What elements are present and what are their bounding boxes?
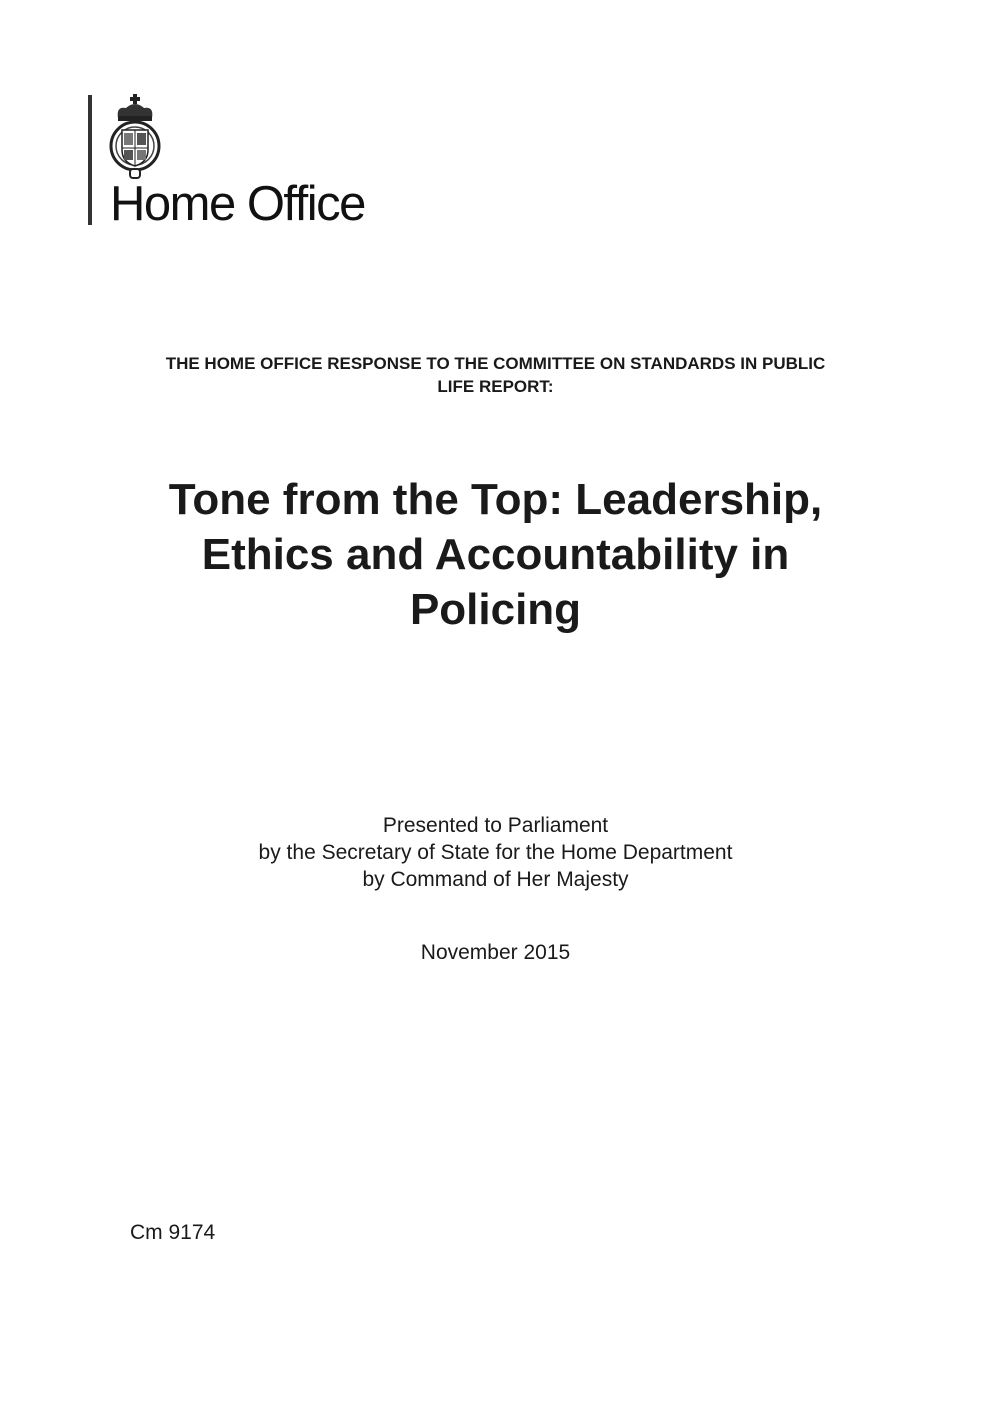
subtitle-line: THE HOME OFFICE RESPONSE TO THE COMMITTEE ON STANDARDS IN PUBLIC bbox=[165, 354, 826, 373]
title-line: Tone from the Top: Leadership, bbox=[168, 475, 823, 524]
logo-divider-bar bbox=[88, 95, 92, 225]
presentation-line: Presented to Parliament bbox=[382, 814, 609, 837]
subtitle-line: LIFE REPORT: bbox=[437, 377, 554, 396]
title-line: Ethics and Accountability in bbox=[201, 530, 790, 579]
presentation-statement bbox=[0, 812, 991, 893]
report-subtitle bbox=[0, 352, 991, 398]
title-line: Policing bbox=[409, 585, 582, 634]
document-title bbox=[0, 472, 991, 637]
presentation-line: by the Secretary of State for the Home Department bbox=[258, 841, 733, 864]
publication-date: November 2015 bbox=[420, 941, 571, 964]
command-paper-number: Cm 9174 bbox=[130, 1221, 216, 1244]
organisation-name: Home Office bbox=[110, 177, 365, 231]
royal-coat-of-arms-icon bbox=[108, 94, 162, 180]
presentation-line: by Command of Her Majesty bbox=[362, 868, 629, 891]
